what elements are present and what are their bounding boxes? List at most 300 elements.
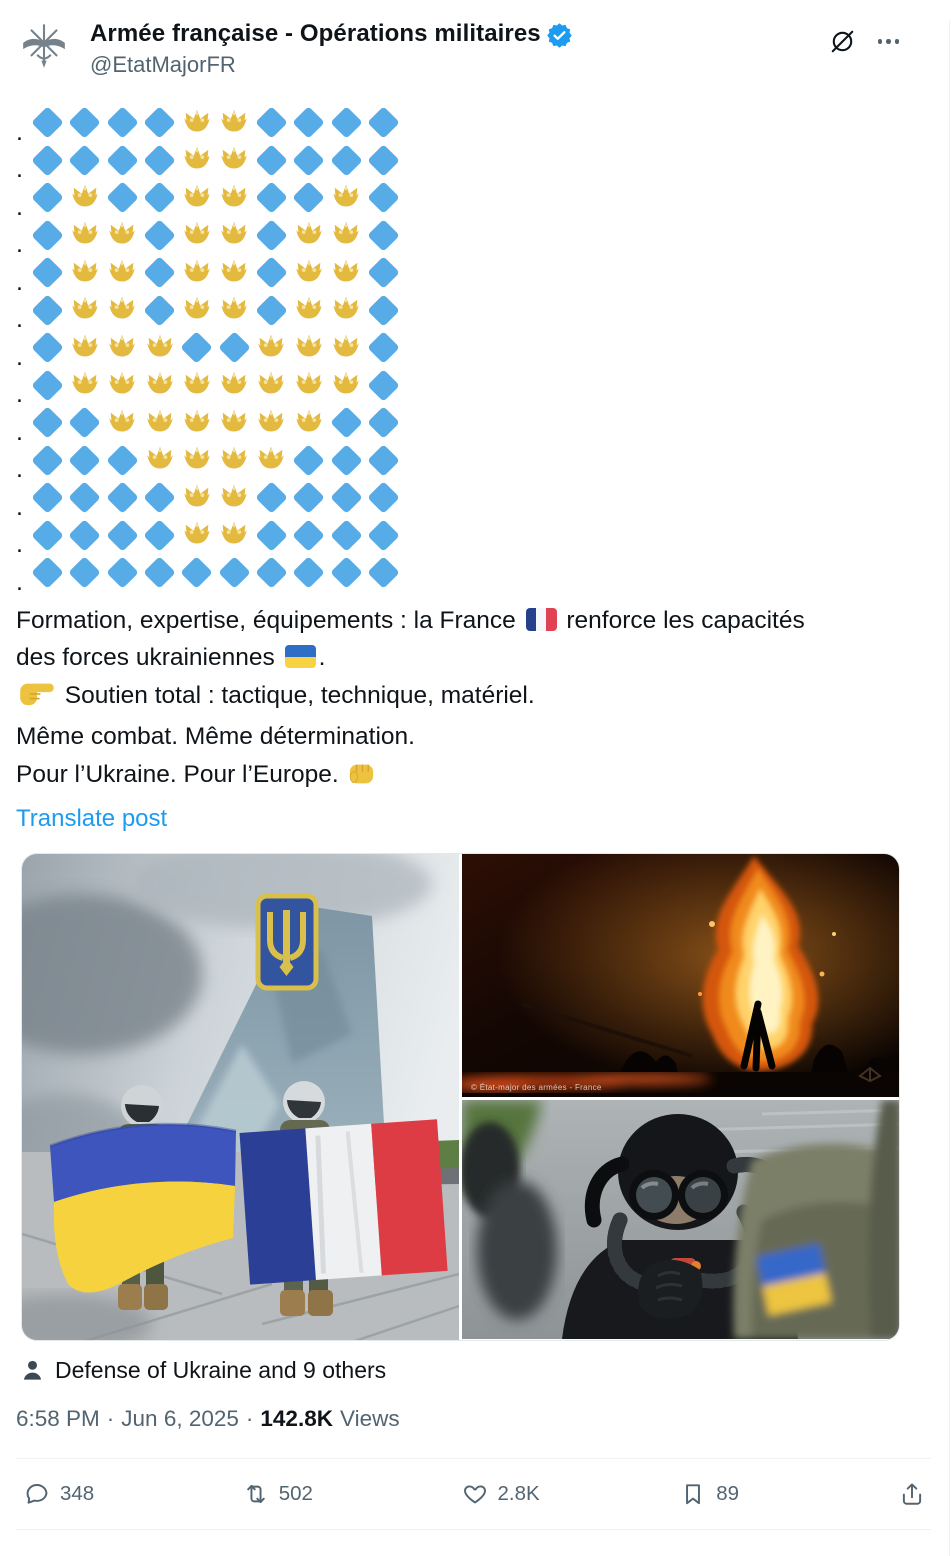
crown-glyph xyxy=(292,256,326,290)
emoji-row xyxy=(16,554,949,596)
action-bar xyxy=(24,1459,925,1529)
crown-emoji xyxy=(104,217,141,255)
blue-diamond-shape xyxy=(31,106,64,139)
like-button[interactable] xyxy=(462,1481,681,1507)
crown-glyph xyxy=(217,181,251,215)
crown-emoji xyxy=(178,367,215,405)
media-grid xyxy=(21,853,900,1341)
blue-diamond-emoji xyxy=(104,554,141,592)
emoji-row xyxy=(16,329,949,371)
blue-diamond-shape xyxy=(255,106,288,139)
blue-diamond-shape xyxy=(31,519,64,552)
crown-glyph xyxy=(329,218,363,252)
blue-diamond-emoji xyxy=(327,442,364,480)
tagged-users-label: Defense of Ukraine and 9 others xyxy=(55,1357,387,1383)
point-right-emoji xyxy=(18,679,56,719)
blue-diamond-emoji xyxy=(29,179,66,217)
crown-emoji xyxy=(141,367,178,405)
crown-glyph xyxy=(217,218,251,252)
tweet-text xyxy=(16,602,919,798)
crown-glyph xyxy=(329,368,363,402)
military-insignia-icon xyxy=(19,21,69,71)
blue-diamond-emoji xyxy=(29,104,66,142)
crown-emoji xyxy=(215,517,252,555)
blue-diamond-emoji xyxy=(365,404,402,442)
crown-glyph xyxy=(180,143,214,177)
blue-diamond-emoji xyxy=(141,254,178,292)
blue-diamond-emoji xyxy=(365,554,402,592)
blue-diamond-emoji xyxy=(104,517,141,555)
blue-diamond-shape xyxy=(181,331,214,364)
crown-emoji xyxy=(253,367,290,405)
line-prefix-dot: . xyxy=(16,380,23,408)
blue-diamond-emoji xyxy=(29,442,66,480)
crown-emoji xyxy=(66,367,103,405)
crown-glyph xyxy=(180,256,214,290)
emoji-row xyxy=(16,404,949,446)
blue-diamond-shape xyxy=(255,294,288,327)
blue-diamond-emoji xyxy=(141,554,178,592)
crown-emoji xyxy=(178,179,215,217)
blue-diamond-shape xyxy=(143,519,176,552)
blue-diamond-shape xyxy=(31,144,64,177)
blue-diamond-shape xyxy=(367,556,400,589)
blue-diamond-shape xyxy=(31,444,64,477)
blue-diamond-emoji xyxy=(141,479,178,517)
blue-diamond-shape xyxy=(31,331,64,364)
blue-diamond-emoji xyxy=(365,367,402,405)
blue-diamond-emoji xyxy=(253,292,290,330)
crown-emoji xyxy=(215,367,252,405)
blue-diamond-shape xyxy=(143,556,176,589)
blue-diamond-emoji xyxy=(365,217,402,255)
like-count: 2.8K xyxy=(497,1482,540,1505)
crown-emoji xyxy=(104,404,141,442)
crown-emoji xyxy=(104,254,141,292)
blue-diamond-shape xyxy=(330,406,363,439)
emoji-row xyxy=(16,367,949,408)
french-flag xyxy=(239,1119,447,1284)
crown-emoji xyxy=(253,404,290,442)
blue-diamond-shape xyxy=(367,144,400,177)
blue-diamond-emoji xyxy=(290,179,327,217)
emoji-row xyxy=(16,254,949,296)
blue-diamond-shape xyxy=(330,481,363,514)
blue-diamond-emoji xyxy=(66,142,103,180)
tweet xyxy=(0,20,949,1530)
blue-diamond-shape xyxy=(31,219,64,252)
blue-diamond-shape xyxy=(292,556,325,589)
line-prefix-dot: . xyxy=(16,155,23,183)
blue-diamond-shape xyxy=(143,481,176,514)
blue-diamond-emoji xyxy=(178,554,215,592)
crown-glyph xyxy=(217,293,251,327)
line-prefix-dot: . xyxy=(16,192,23,221)
blue-diamond-emoji xyxy=(290,554,327,592)
crown-emoji xyxy=(327,217,364,255)
blue-diamond-shape xyxy=(255,556,288,589)
crown-glyph xyxy=(292,218,326,252)
crown-emoji xyxy=(327,329,364,367)
crown-glyph xyxy=(105,218,139,252)
blue-diamond-emoji xyxy=(253,217,290,255)
separator-dot: · xyxy=(245,1406,254,1431)
crown-glyph xyxy=(105,368,139,402)
blue-diamond-emoji xyxy=(29,292,66,330)
blue-diamond-emoji xyxy=(365,442,402,480)
crown-emoji xyxy=(290,217,327,255)
blue-diamond-emoji xyxy=(365,292,402,330)
blue-diamond-shape xyxy=(106,556,139,589)
bookmark-button[interactable] xyxy=(680,1481,899,1507)
blue-diamond-emoji xyxy=(29,217,66,255)
crown-emoji xyxy=(178,479,215,517)
crown-emoji xyxy=(327,254,364,292)
blue-diamond-emoji xyxy=(104,179,141,217)
reply-icon xyxy=(24,1481,50,1507)
crown-glyph xyxy=(217,368,251,402)
separator-dot: · xyxy=(106,1406,115,1431)
emoji-row xyxy=(16,142,949,183)
blue-diamond-shape xyxy=(255,181,288,214)
blue-diamond-emoji xyxy=(253,517,290,555)
text-segment: renforce les capacités xyxy=(559,606,805,634)
crown-emoji xyxy=(66,179,103,217)
blue-diamond-emoji xyxy=(104,104,141,142)
crown-emoji xyxy=(253,329,290,367)
crown-glyph xyxy=(329,181,363,215)
line-prefix-dot: . xyxy=(16,117,23,146)
blue-diamond-emoji xyxy=(253,479,290,517)
blue-diamond-shape xyxy=(143,294,176,327)
crown-glyph xyxy=(217,106,251,140)
emoji-row xyxy=(16,517,949,558)
blue-diamond-emoji xyxy=(66,104,103,142)
blue-diamond-shape xyxy=(367,369,400,402)
grok-button[interactable] xyxy=(829,28,856,55)
divider-bottom xyxy=(16,1529,931,1530)
crown-emoji xyxy=(66,292,103,330)
repost-button[interactable] xyxy=(243,1481,462,1507)
blue-diamond-shape xyxy=(330,556,363,589)
blue-diamond-emoji xyxy=(327,517,364,555)
crown-glyph xyxy=(217,481,251,515)
crown-emoji xyxy=(215,479,252,517)
crown-emoji xyxy=(290,292,327,330)
blue-diamond-emoji xyxy=(327,554,364,592)
blue-diamond-shape xyxy=(31,181,64,214)
blue-diamond-emoji xyxy=(253,179,290,217)
display-name[interactable]: Armée française - Opérations militaires xyxy=(90,20,541,47)
blue-diamond-emoji xyxy=(365,517,402,555)
blue-diamond-emoji xyxy=(29,329,66,367)
blue-diamond-shape xyxy=(69,444,102,477)
blue-diamond-emoji xyxy=(327,104,364,142)
crown-glyph xyxy=(329,256,363,290)
crown-emoji xyxy=(141,442,178,480)
tweet-text-line-3 xyxy=(16,677,919,719)
crown-emoji xyxy=(178,254,215,292)
blue-diamond-shape xyxy=(106,481,139,514)
post-date: Jun 6, 2025 xyxy=(121,1406,239,1431)
crown-glyph xyxy=(217,443,251,477)
emoji-row xyxy=(16,479,949,521)
blue-diamond-shape xyxy=(69,481,102,514)
crown-glyph xyxy=(105,406,139,440)
tweet-text-line-2 xyxy=(16,639,919,677)
blue-diamond-shape xyxy=(106,181,139,214)
blue-diamond-emoji xyxy=(66,554,103,592)
crown-glyph xyxy=(180,406,214,440)
crown-emoji xyxy=(66,217,103,255)
bookmark-icon xyxy=(680,1481,706,1507)
crown-emoji xyxy=(104,367,141,405)
crown-emoji xyxy=(178,517,215,555)
blue-diamond-emoji xyxy=(253,104,290,142)
emoji-row xyxy=(16,179,949,221)
blue-diamond-emoji xyxy=(365,479,402,517)
crown-emoji xyxy=(104,329,141,367)
blue-diamond-shape xyxy=(69,556,102,589)
blue-diamond-emoji xyxy=(104,142,141,180)
blue-diamond-shape xyxy=(255,144,288,177)
blue-diamond-emoji xyxy=(365,329,402,367)
line-prefix-dot: . xyxy=(16,455,23,483)
photo-pilots-flags[interactable] xyxy=(22,854,459,1341)
photo-night-mortar[interactable] xyxy=(462,854,900,1097)
blue-diamond-emoji xyxy=(29,554,66,592)
blue-diamond-shape xyxy=(367,481,400,514)
blue-diamond-shape xyxy=(255,256,288,289)
blue-diamond-emoji xyxy=(29,367,66,405)
blue-diamond-shape xyxy=(143,256,176,289)
crown-emoji xyxy=(178,104,215,142)
france-flag-emoji xyxy=(526,608,557,631)
tweet-text-line-1 xyxy=(16,602,919,640)
tweet-text-line-4 xyxy=(16,718,919,756)
crown-glyph xyxy=(180,218,214,252)
avatar[interactable] xyxy=(18,20,70,72)
blue-diamond-shape xyxy=(367,519,400,552)
crown-emoji xyxy=(290,254,327,292)
blue-diamond-emoji xyxy=(327,479,364,517)
person-icon xyxy=(20,1358,45,1383)
crown-glyph xyxy=(292,368,326,402)
blue-diamond-emoji xyxy=(290,479,327,517)
line-prefix-dot: . xyxy=(16,267,23,296)
blue-diamond-shape xyxy=(292,106,325,139)
blue-diamond-emoji xyxy=(253,254,290,292)
crown-glyph xyxy=(180,518,214,552)
emoji-row xyxy=(16,292,949,333)
blue-diamond-shape xyxy=(255,219,288,252)
blue-diamond-shape xyxy=(143,144,176,177)
translate-post-link[interactable]: Translate post xyxy=(16,805,168,832)
crown-glyph xyxy=(292,293,326,327)
crown-glyph xyxy=(180,181,214,215)
blue-diamond-shape xyxy=(218,556,251,589)
media-right-column xyxy=(462,854,900,1339)
blue-diamond-shape xyxy=(367,219,400,252)
crown-emoji xyxy=(327,179,364,217)
blue-diamond-emoji xyxy=(141,292,178,330)
crown-emoji xyxy=(215,292,252,330)
like-icon xyxy=(462,1481,488,1507)
tagged-users[interactable] xyxy=(20,1357,386,1384)
crown-glyph xyxy=(292,406,326,440)
line-prefix-dot: . xyxy=(16,567,23,596)
crown-glyph xyxy=(143,368,177,402)
blue-diamond-emoji xyxy=(290,442,327,480)
identity-block xyxy=(90,20,829,78)
line-prefix-dot: . xyxy=(16,417,23,446)
crown-emoji xyxy=(141,329,178,367)
crown-glyph xyxy=(217,406,251,440)
blue-diamond-shape xyxy=(292,481,325,514)
crown-glyph xyxy=(105,256,139,290)
crown-emoji xyxy=(253,442,290,480)
crown-glyph xyxy=(180,293,214,327)
blue-diamond-shape xyxy=(292,519,325,552)
blue-diamond-shape xyxy=(69,519,102,552)
crown-glyph xyxy=(254,406,288,440)
blue-diamond-emoji xyxy=(29,517,66,555)
text-segment: Soutien total : tactique, technique, matériel. xyxy=(58,681,535,709)
crown-emoji xyxy=(104,292,141,330)
blue-diamond-shape xyxy=(106,144,139,177)
line-prefix-dot: . xyxy=(16,230,23,258)
tweet-header xyxy=(18,20,899,78)
blue-diamond-shape xyxy=(31,556,64,589)
crown-emoji xyxy=(141,404,178,442)
blue-diamond-shape xyxy=(292,444,325,477)
crown-glyph xyxy=(329,293,363,327)
blue-diamond-shape xyxy=(367,106,400,139)
post-time: 6:58 PM xyxy=(16,1406,100,1431)
crown-glyph xyxy=(254,331,288,365)
blue-diamond-emoji xyxy=(29,479,66,517)
crown-emoji xyxy=(215,179,252,217)
crown-glyph xyxy=(217,518,251,552)
crown-emoji xyxy=(215,104,252,142)
crown-emoji xyxy=(178,404,215,442)
crown-emoji xyxy=(66,254,103,292)
crown-emoji xyxy=(178,142,215,180)
timestamp-row xyxy=(16,1406,933,1432)
text-segment: Même combat. Même détermination. xyxy=(16,723,415,750)
blue-diamond-emoji xyxy=(29,404,66,442)
blue-diamond-emoji xyxy=(327,404,364,442)
crown-emoji xyxy=(327,367,364,405)
blue-diamond-shape xyxy=(330,444,363,477)
crown-glyph xyxy=(68,331,102,365)
blue-diamond-emoji xyxy=(215,554,252,592)
blue-diamond-emoji xyxy=(290,104,327,142)
blue-diamond-shape xyxy=(330,144,363,177)
blue-diamond-emoji xyxy=(141,217,178,255)
crown-emoji xyxy=(215,254,252,292)
crown-glyph xyxy=(292,331,326,365)
blue-diamond-emoji xyxy=(327,142,364,180)
tweet-text-line-5 xyxy=(16,756,919,798)
crown-glyph xyxy=(329,331,363,365)
blue-diamond-shape xyxy=(69,106,102,139)
photo-combat-diver[interactable] xyxy=(462,1100,900,1339)
views-count: 142.8K xyxy=(260,1406,333,1431)
blue-diamond-shape xyxy=(367,406,400,439)
crown-glyph xyxy=(180,443,214,477)
blue-diamond-shape xyxy=(31,481,64,514)
blue-diamond-emoji xyxy=(290,517,327,555)
blue-diamond-shape xyxy=(255,481,288,514)
crown-emoji xyxy=(327,292,364,330)
crown-emoji xyxy=(290,404,327,442)
emoji-row xyxy=(16,217,949,258)
crown-glyph xyxy=(68,293,102,327)
blue-diamond-shape xyxy=(367,444,400,477)
tweet-page xyxy=(0,20,950,1556)
line-prefix-dot: . xyxy=(16,342,23,371)
blue-diamond-emoji xyxy=(29,254,66,292)
text-segment: des forces ukrainiennes xyxy=(16,644,282,671)
blue-diamond-shape xyxy=(31,369,64,402)
blue-diamond-shape xyxy=(31,406,64,439)
blue-diamond-shape xyxy=(69,144,102,177)
crown-glyph xyxy=(180,106,214,140)
more-icon xyxy=(878,39,900,44)
crown-emoji xyxy=(215,142,252,180)
reply-button[interactable] xyxy=(24,1481,243,1507)
more-button[interactable] xyxy=(878,39,900,44)
bookmark-count: 89 xyxy=(716,1482,740,1505)
crown-glyph xyxy=(143,331,177,365)
blue-diamond-shape xyxy=(143,181,176,214)
crown-glyph xyxy=(143,443,177,477)
text-segment: . xyxy=(318,644,326,671)
blue-diamond-emoji xyxy=(365,254,402,292)
crown-emoji xyxy=(66,329,103,367)
crown-emoji xyxy=(215,217,252,255)
blue-diamond-shape xyxy=(106,519,139,552)
crown-glyph xyxy=(105,293,139,327)
share-button[interactable] xyxy=(899,1481,925,1507)
crown-glyph xyxy=(68,218,102,252)
blue-diamond-shape xyxy=(106,444,139,477)
photo-watermark: © État-major des armées - France xyxy=(471,1083,602,1092)
emoji-trident-pattern xyxy=(16,104,949,596)
blue-diamond-shape xyxy=(31,294,64,327)
crown-emoji xyxy=(215,404,252,442)
user-handle[interactable]: @EtatMajorFR xyxy=(90,52,236,77)
blue-diamond-emoji xyxy=(253,554,290,592)
blue-diamond-emoji xyxy=(66,404,103,442)
blue-diamond-emoji xyxy=(215,329,252,367)
crown-glyph xyxy=(68,181,102,215)
crown-emoji xyxy=(215,442,252,480)
crown-emoji xyxy=(290,367,327,405)
line-prefix-dot: . xyxy=(16,530,23,558)
grok-icon xyxy=(829,28,856,55)
blue-diamond-shape xyxy=(367,181,400,214)
blue-diamond-emoji xyxy=(141,142,178,180)
line-prefix-dot: . xyxy=(16,305,23,333)
blue-diamond-shape xyxy=(367,294,400,327)
text-segment: Formation, expertise, équipements : la France xyxy=(16,606,523,634)
crown-glyph xyxy=(143,406,177,440)
header-icons xyxy=(829,28,900,55)
blue-diamond-shape xyxy=(106,106,139,139)
blue-diamond-shape xyxy=(31,256,64,289)
